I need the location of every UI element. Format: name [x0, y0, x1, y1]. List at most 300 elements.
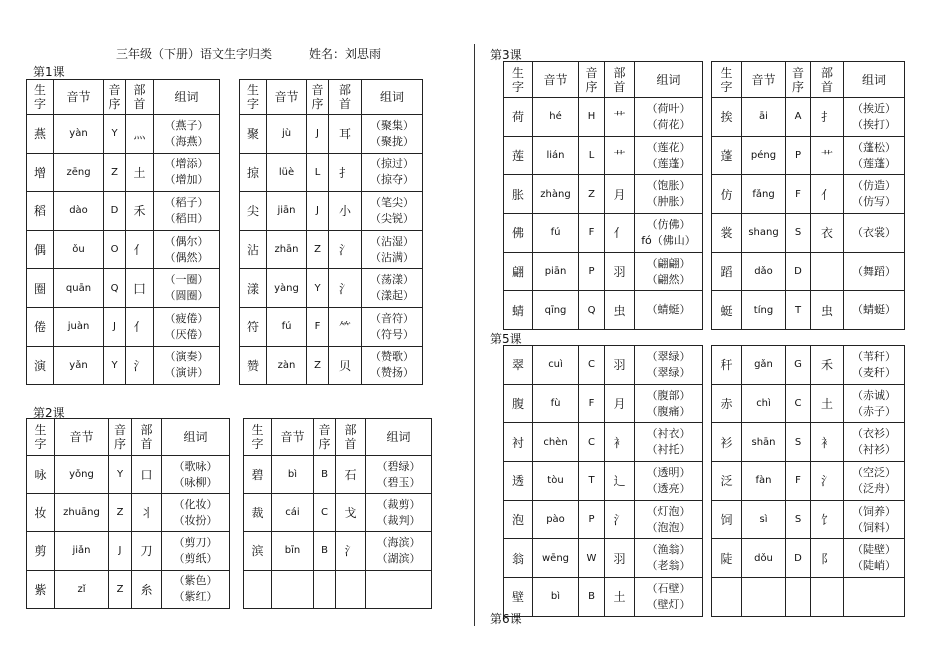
word-entry: （石壁） [646, 581, 691, 595]
header-row [27, 419, 230, 456]
cell-initial: Z [579, 175, 605, 214]
word-entry: （海燕） [164, 134, 209, 148]
word-entry: （剪纸） [173, 551, 218, 565]
cell-radical: 艹 [605, 136, 635, 175]
cell-words [844, 98, 905, 137]
cell-words [635, 462, 703, 501]
cell-initial: D [104, 192, 126, 231]
cell-pinyin: āi [742, 98, 786, 137]
cell-words [362, 115, 423, 154]
column-header-initial: 音 序 [307, 80, 329, 115]
cell-pinyin: jiān [267, 192, 307, 231]
word-entry: （化妆） [173, 497, 218, 511]
word-entry: （裁判） [376, 513, 421, 527]
cell-pinyin: sì [742, 500, 786, 539]
cell-initial: C [579, 423, 605, 462]
cell-words [844, 539, 905, 578]
cell-radical: 土 [811, 384, 844, 423]
cell-char: 沾 [240, 230, 267, 269]
lesson-第2课-table-2 [243, 418, 432, 609]
cell-initial: S [786, 214, 811, 253]
word-entry: （碧绿） [376, 459, 421, 473]
student-name: 姓名：刘思雨 [309, 47, 382, 61]
cell-char: 倦 [27, 307, 54, 346]
cell-initial: S [786, 423, 811, 462]
word-entry: （泛舟） [852, 481, 896, 495]
cell-initial: J [104, 307, 126, 346]
cell-radical: 氵 [336, 532, 366, 570]
cell-pinyin: chì [742, 384, 786, 423]
word-entry: （仿造） [852, 179, 896, 193]
cell-pinyin: chèn [533, 423, 579, 462]
cell-char: 胀 [504, 175, 533, 214]
cell-initial [786, 578, 811, 617]
cell-words [362, 230, 423, 269]
cell-words [362, 269, 423, 308]
table-row [27, 494, 230, 532]
table-row [712, 252, 905, 291]
cell-initial: H [579, 98, 605, 137]
cell-radical: ⺮ [329, 307, 362, 346]
word-entry: （陡壁） [852, 543, 896, 557]
word-entry: （演奏） [164, 350, 209, 364]
cell-words [154, 153, 220, 192]
cell-char: 壁 [504, 578, 533, 617]
cell-radical: 糸 [132, 570, 162, 608]
cell-radical [336, 570, 366, 608]
column-header-radical: 部 首 [329, 80, 362, 115]
column-header-char: 生 字 [244, 419, 272, 456]
cell-char: 衫 [712, 423, 742, 462]
word-entry: （渔翁） [646, 543, 691, 557]
column-header-words: 组词 [362, 80, 423, 115]
cell-words [844, 136, 905, 175]
column-header-initial: 音 序 [109, 419, 132, 456]
cell-radical: 衤 [605, 423, 635, 462]
cell-char: 翩 [504, 252, 533, 291]
word-entry: （漾起） [370, 289, 414, 303]
cell-initial: S [786, 500, 811, 539]
table-row [712, 98, 905, 137]
table-row [712, 423, 905, 462]
cell-pinyin: tòu [533, 462, 579, 501]
cell-initial: Z [307, 346, 329, 385]
cell-initial: B [314, 532, 336, 570]
table-row [27, 153, 220, 192]
cell-initial: O [104, 230, 126, 269]
cell-char: 饲 [712, 500, 742, 539]
sheet-title: 三年级（下册）语文生字归类 [116, 47, 273, 61]
cell-radical: 禾 [126, 192, 154, 231]
cell-pinyin: quān [54, 269, 104, 308]
cell-pinyin: pào [533, 500, 579, 539]
cell-initial: Y [104, 115, 126, 154]
cell-radical: 亻 [126, 307, 154, 346]
cell-radical: 亻 [605, 214, 635, 253]
cell-initial: P [786, 136, 811, 175]
cell-radical: 氵 [329, 269, 362, 308]
cell-radical: 虫 [811, 291, 844, 330]
word-entry: （一圈） [164, 273, 209, 287]
table-row [504, 462, 703, 501]
cell-initial: J [109, 532, 132, 570]
cell-initial: F [307, 307, 329, 346]
lesson-第5课-table-1 [503, 345, 703, 617]
word-entry: （咏柳） [173, 475, 218, 489]
word-entry: （碧玉） [376, 475, 421, 489]
cell-pinyin: yàng [267, 269, 307, 308]
table-row [712, 136, 905, 175]
cell-initial: Y [104, 346, 126, 385]
cell-pinyin: hé [533, 98, 579, 137]
cell-pinyin: dào [54, 192, 104, 231]
column-header-char: 生 字 [27, 419, 55, 456]
cell-char: 聚 [240, 115, 267, 154]
word-entry: （聚集） [370, 118, 414, 132]
cell-char: 陡 [712, 539, 742, 578]
cell-radical: 羽 [605, 346, 635, 385]
table-row [712, 346, 905, 385]
word-entry: （厌倦） [164, 327, 209, 341]
cell-pinyin: fàn [742, 462, 786, 501]
word-entry: （燕子） [164, 118, 209, 132]
lesson-6-label: 第6课 [490, 612, 522, 626]
cell-words [635, 346, 703, 385]
cell-char: 符 [240, 307, 267, 346]
cell-radical: 艹 [605, 98, 635, 137]
cell-radical: 扌 [329, 153, 362, 192]
cell-pinyin: lüè [267, 153, 307, 192]
word-entry: （透明） [646, 465, 691, 479]
header-row [27, 80, 220, 115]
cell-initial: G [786, 346, 811, 385]
word-entry: （增添） [164, 157, 209, 171]
table-row [27, 269, 220, 308]
cell-words [844, 423, 905, 462]
cell-words [366, 570, 432, 608]
cell-pinyin: piān [533, 252, 579, 291]
cell-char: 翠 [504, 346, 533, 385]
header-row [504, 62, 703, 98]
cell-radical: 氵 [811, 462, 844, 501]
table-row [244, 494, 432, 532]
column-header-char: 生 字 [27, 80, 54, 115]
cell-initial: J [307, 115, 329, 154]
table-row [244, 456, 432, 494]
cell-radical: 亻 [811, 175, 844, 214]
cell-pinyin: dǒu [742, 539, 786, 578]
cell-radical: 小 [329, 192, 362, 231]
cell-words [844, 500, 905, 539]
table-row [244, 570, 432, 608]
table-row [27, 570, 230, 608]
cell-radical: 土 [605, 578, 635, 617]
cell-char: 赞 [240, 346, 267, 385]
cell-pinyin: fù [533, 384, 579, 423]
word-entry: （仿写） [852, 195, 896, 209]
table-row [504, 423, 703, 462]
cell-char: 蓬 [712, 136, 742, 175]
word-entry: （衬托） [646, 443, 691, 457]
cell-char: 透 [504, 462, 533, 501]
cell-radical: 羽 [605, 539, 635, 578]
cell-words [635, 214, 703, 253]
cell-words [362, 346, 423, 385]
table-row [504, 252, 703, 291]
column-header-char: 生 字 [712, 62, 742, 98]
lesson-3-label: 第3课 [490, 48, 522, 62]
table-row [712, 384, 905, 423]
cell-char: 偶 [27, 230, 54, 269]
cell-radical: 辶 [605, 462, 635, 501]
word-entry: （荷花） [646, 117, 691, 131]
word-entry: （尖锐） [370, 211, 414, 225]
word-entry: （裁剪） [376, 497, 421, 511]
word-entry: （蜻蜓） [852, 303, 896, 317]
cell-pinyin: fǎng [742, 175, 786, 214]
cell-radical [811, 252, 844, 291]
word-entry: （灯泡） [646, 504, 691, 518]
lesson-1-label: 第1课 [33, 65, 65, 79]
word-entry: （湖滨） [376, 551, 421, 565]
cell-char: 挨 [712, 98, 742, 137]
cell-initial: D [786, 252, 811, 291]
cell-initial: B [579, 578, 605, 617]
cell-radical: 贝 [329, 346, 362, 385]
table-row [504, 175, 703, 214]
table-row [712, 578, 905, 617]
cell-initial: C [579, 346, 605, 385]
cell-pinyin: qīng [533, 291, 579, 330]
cell-initial: Z [307, 230, 329, 269]
word-entry: （挨近） [852, 101, 896, 115]
cell-initial: L [579, 136, 605, 175]
table-row [504, 346, 703, 385]
cell-initial: C [786, 384, 811, 423]
cell-radical: 衣 [811, 214, 844, 253]
cell-radical: 灬 [126, 115, 154, 154]
cell-char: 裳 [712, 214, 742, 253]
word-entry: （沾湿） [370, 234, 414, 248]
cell-words [362, 307, 423, 346]
word-entry: （麦秆） [852, 365, 896, 379]
cell-radical: 口 [132, 456, 162, 494]
cell-pinyin: yàn [54, 115, 104, 154]
word-entry: （紫色） [173, 574, 218, 588]
word-entry: （符号） [370, 327, 414, 341]
cell-radical: 丬 [132, 494, 162, 532]
table-row [504, 578, 703, 617]
cell-words [366, 456, 432, 494]
table-row [504, 214, 703, 253]
column-header-pinyin: 音节 [267, 80, 307, 115]
column-header-pinyin: 音节 [272, 419, 314, 456]
cell-initial: A [786, 98, 811, 137]
word-entry: （腹部） [646, 388, 691, 402]
table-row [712, 175, 905, 214]
cell-words [635, 252, 703, 291]
cell-radical: 戈 [336, 494, 366, 532]
cell-words [154, 115, 220, 154]
column-header-initial: 音 序 [314, 419, 336, 456]
cell-pinyin: shān [742, 423, 786, 462]
word-entry: （稻田） [164, 211, 209, 225]
cell-radical: 土 [126, 153, 154, 192]
column-header-radical: 部 首 [811, 62, 844, 98]
lesson-5-label: 第5课 [490, 332, 522, 346]
word-entry: （紫红） [173, 590, 218, 604]
cell-initial: Q [104, 269, 126, 308]
cell-pinyin: bì [272, 456, 314, 494]
column-header-pinyin: 音节 [742, 62, 786, 98]
word-entry: （妆扮） [173, 513, 218, 527]
cell-pinyin: gǎn [742, 346, 786, 385]
word-entry: （翠绿） [646, 365, 691, 379]
word-entry: （莲花） [646, 140, 691, 154]
cell-initial: P [579, 500, 605, 539]
word-entry: （荡漾） [370, 273, 414, 287]
word-entry: （掠夺） [370, 173, 414, 187]
cell-radical: 阝 [811, 539, 844, 578]
cell-initial: Q [579, 291, 605, 330]
cell-char: 佛 [504, 214, 533, 253]
lesson-第1课-table-1 [26, 79, 220, 385]
word-entry: （空泛） [852, 465, 896, 479]
cell-char: 漾 [240, 269, 267, 308]
word-entry: （泡泡） [646, 520, 691, 534]
cell-pinyin: fú [267, 307, 307, 346]
table-row [712, 214, 905, 253]
cell-words [844, 175, 905, 214]
cell-pinyin: jù [267, 115, 307, 154]
cell-radical: 衤 [811, 423, 844, 462]
table-row [504, 291, 703, 330]
header-row [240, 80, 423, 115]
cell-words [154, 192, 220, 231]
cell-words [154, 230, 220, 269]
cell-char: 紫 [27, 570, 55, 608]
cell-char: 稻 [27, 192, 54, 231]
cell-words [844, 578, 905, 617]
word-entry: （苇秆） [852, 349, 896, 363]
cell-pinyin: zhān [267, 230, 307, 269]
cell-char: 妆 [27, 494, 55, 532]
word-entry: （衬衣） [646, 427, 691, 441]
cell-pinyin: yǒng [55, 456, 109, 494]
table-row [27, 115, 220, 154]
cell-initial: W [579, 539, 605, 578]
table-row [504, 384, 703, 423]
table-row [240, 115, 423, 154]
cell-initial [314, 570, 336, 608]
cell-pinyin: péng [742, 136, 786, 175]
table-row [27, 230, 220, 269]
cell-pinyin: tíng [742, 291, 786, 330]
cell-initial: C [314, 494, 336, 532]
cell-char: 碧 [244, 456, 272, 494]
cell-radical: 月 [605, 175, 635, 214]
cell-char: 滨 [244, 532, 272, 570]
cell-pinyin: zhàng [533, 175, 579, 214]
cell-char: 秆 [712, 346, 742, 385]
cell-words [844, 214, 905, 253]
cell-initial: Z [109, 570, 132, 608]
cell-radical: 禾 [811, 346, 844, 385]
table-row [712, 462, 905, 501]
cell-char: 翁 [504, 539, 533, 578]
table-row [27, 456, 230, 494]
cell-initial: F [579, 214, 605, 253]
cell-char: 泛 [712, 462, 742, 501]
column-header-initial: 音 序 [786, 62, 811, 98]
cell-char: 掠 [240, 153, 267, 192]
word-entry: （沾满） [370, 250, 414, 264]
word-entry: （透亮） [646, 481, 691, 495]
word-entry: （饲料） [852, 520, 896, 534]
lesson-第3课-table-1 [503, 61, 703, 330]
word-entry: （蜻蜓） [646, 303, 691, 317]
word-entry: （圆圈） [164, 289, 209, 303]
cell-words [366, 494, 432, 532]
table-row [27, 192, 220, 231]
word-entry: （腹痛） [646, 404, 691, 418]
cell-pinyin: ǒu [54, 230, 104, 269]
table-row [504, 500, 703, 539]
cell-words [844, 291, 905, 330]
word-entry: （偶然） [164, 250, 209, 264]
cell-words [635, 175, 703, 214]
column-header-radical: 部 首 [126, 80, 154, 115]
cell-radical: 扌 [811, 98, 844, 137]
cell-words [154, 269, 220, 308]
column-header-words: 组词 [844, 62, 905, 98]
cell-radical: 艹 [811, 136, 844, 175]
column-header-words: 组词 [635, 62, 703, 98]
cell-radical: 囗 [126, 269, 154, 308]
word-entry: （衣衫） [852, 427, 896, 441]
cell-words [162, 456, 230, 494]
word-entry: （笔尖） [370, 195, 414, 209]
table-row [240, 153, 423, 192]
column-header-pinyin: 音节 [54, 80, 104, 115]
cell-words [635, 578, 703, 617]
cell-words [366, 532, 432, 570]
cell-initial: Z [104, 153, 126, 192]
column-header-initial: 音 序 [579, 62, 605, 98]
cell-pinyin: zēng [54, 153, 104, 192]
table-row [712, 500, 905, 539]
cell-words [162, 532, 230, 570]
cell-char: 剪 [27, 532, 55, 570]
cell-initial: D [786, 539, 811, 578]
table-row [244, 532, 432, 570]
cell-radical: 石 [336, 456, 366, 494]
cell-char [712, 578, 742, 617]
column-header-radical: 部 首 [132, 419, 162, 456]
cell-initial: F [786, 175, 811, 214]
table-row [27, 307, 220, 346]
cell-initial: J [307, 192, 329, 231]
cell-words [635, 384, 703, 423]
table-row [712, 539, 905, 578]
header-row [244, 419, 432, 456]
cell-initial: F [579, 384, 605, 423]
column-header-words: 组词 [366, 419, 432, 456]
column-header-radical: 部 首 [605, 62, 635, 98]
lesson-第2课-table-1 [26, 418, 230, 609]
column-header-words: 组词 [162, 419, 230, 456]
cell-pinyin: zàn [267, 346, 307, 385]
